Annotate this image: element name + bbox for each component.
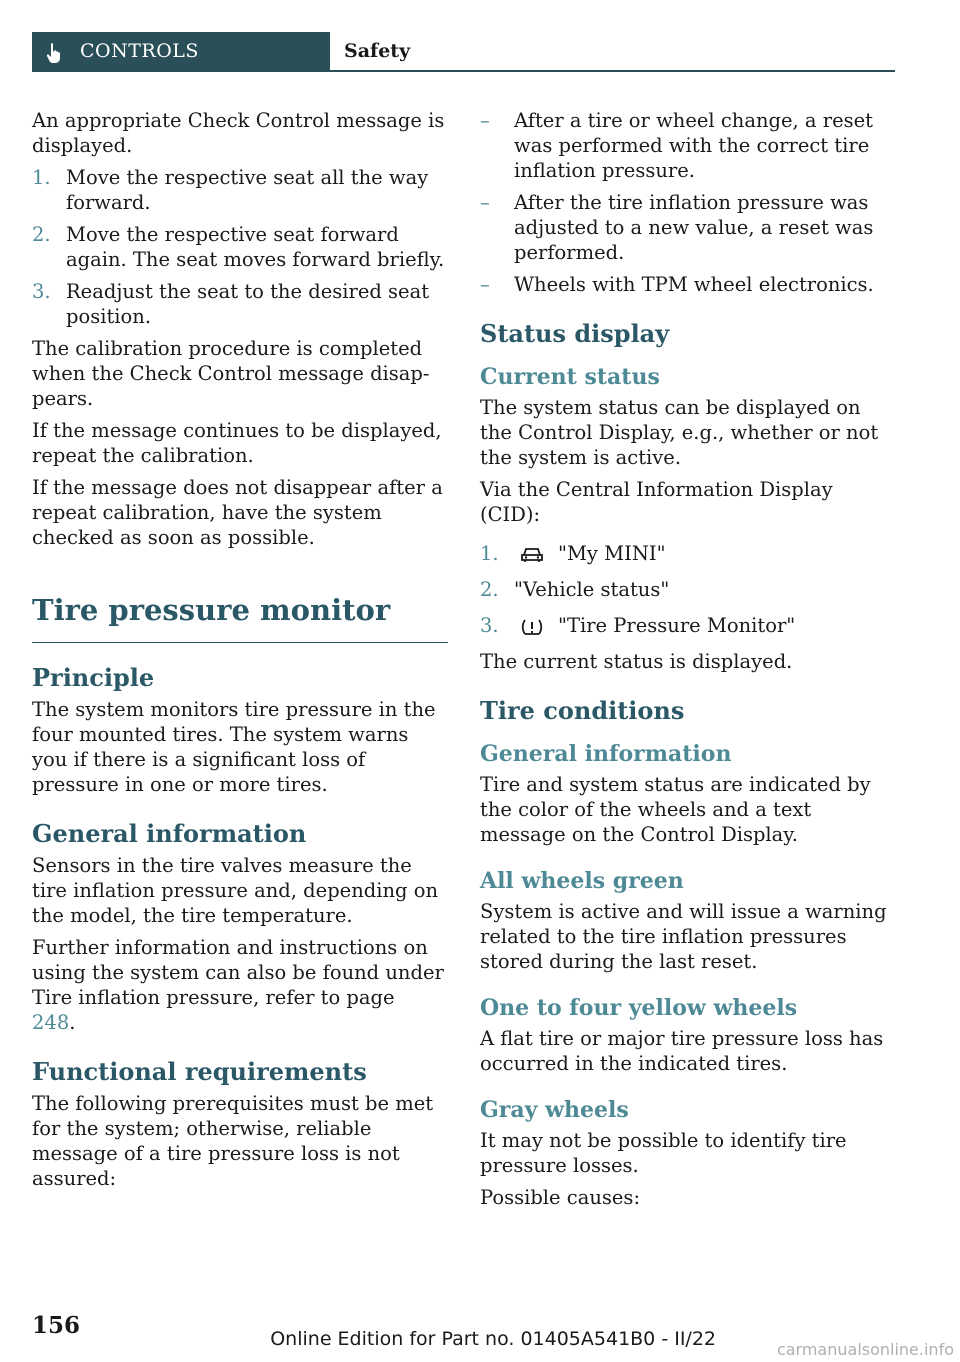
general-info-subtext: Tire and system status are indicated by the color of the wheels and a text message on the Control Display. [480,773,871,846]
dash-bullet: – [480,191,490,214]
principle-text: The system monitors tire pressure in the four mounted tires. The system warns you if there is a significant loss of pressure in one or more tires. [32,698,436,796]
bullet-text: After a tire or wheel change, a reset was performed with the correct tire inflation pressure. [514,109,873,182]
cid-intro-text: Via the Central Information Display (CID): [480,478,833,526]
chapter-tab [32,32,330,70]
list-item [480,577,896,603]
yellow-wheels-heading: One to four yellow wheels [480,995,798,1021]
general-info-heading: General information [32,819,307,848]
step-number: 3. [32,280,51,303]
calibration-steps [32,165,448,329]
list-item [32,279,448,329]
list-item [32,222,448,272]
status-displayed-text: The current status is displayed. [480,650,793,673]
requirements-list [480,108,896,297]
step-number: 1. [480,542,499,565]
step-text: Move the respective seat all the way forward. [66,166,429,214]
step-text: Readjust the seat to the desired seat position. [66,280,430,328]
functional-requirements-text: The following prerequisites must be met for the system; otherwise, reliable message of a tire pressure loss is not assured: [32,1092,434,1190]
tire-conditions-heading: Tire conditions [480,696,685,725]
further-info-body: Further information and instructions on using the system can also be found under Tire inflation pressure, refer to page [32,936,444,1009]
current-status-heading: Current status [480,364,660,390]
list-item [480,190,896,265]
period: . [69,1011,76,1034]
check-system-text: If the message does not disappear after a repeat calibration, have the system checked as soon as possible. [32,476,443,549]
step-number: 3. [480,614,499,637]
repeat-calibration-text: If the message continues to be displayed, repeat the calibration. [32,419,442,467]
watermark: carmanualsonline.info [776,1340,954,1359]
chapter-label: CONTROLS [80,40,199,62]
page-reference-link[interactable]: 248 [32,1011,70,1034]
list-item [480,613,896,639]
all-wheels-green-text: System is active and will issue a warning related to the tire inflation pressures stored during the last reset. [480,900,887,973]
hand-pointer-icon [44,42,66,64]
cid-step-text: "Vehicle status" [514,578,670,601]
dash-bullet: – [480,109,490,132]
further-info-text [32,935,448,1035]
tire-pressure-warning-icon [520,617,544,637]
cid-steps [480,541,896,639]
car-icon [520,546,544,564]
step-text: Move the respective seat forward again. The seat moves forward briefly. [66,223,445,271]
step-number: 2. [480,578,499,601]
section-label: Safety [344,40,411,62]
possible-causes-text: Possible causes: [480,1186,641,1209]
gray-wheels-heading: Gray wheels [480,1097,629,1123]
list-item [480,108,896,183]
general-info-subheading: General information [480,741,732,767]
gray-wheels-text: It may not be possible to identify tire pressure losses. [480,1129,847,1177]
current-status-text: The system status can be displayed on the Control Display, e.g., whether or not the system is active. [480,396,879,469]
edition-info: Online Edition for Part no. 01405A541B0 - II/22 [270,1328,716,1350]
right-column [480,108,896,1217]
page-number: 156 [32,1312,81,1339]
intro-text: An appropriate Check Control message is displayed. [32,109,445,157]
list-item [480,541,896,567]
all-wheels-green-heading: All wheels green [480,868,684,894]
functional-requirements-heading: Functional requirements [32,1057,367,1086]
calibration-complete-text: The calibration procedure is completed when the Check Control message disappears. [32,337,430,410]
cid-step-text: "My MINI" [558,542,666,565]
step-number: 1. [32,166,51,189]
dash-bullet: – [480,273,490,296]
yellow-wheels-text: A flat tire or major tire pressure loss has occurred in the indicated tires. [480,1027,884,1075]
list-item [32,165,448,215]
cid-step-text: "Tire Pressure Monitor" [558,614,796,637]
status-display-heading: Status display [480,319,670,348]
section-title: Tire pressure monitor [32,592,448,643]
list-item [480,272,896,297]
left-column [32,108,448,1198]
general-info-text: Sensors in the tire valves measure the tire inflation pressure and, depending on the model, the tire temperature. [32,854,439,927]
bullet-text: Wheels with TPM wheel electronics. [514,273,874,296]
step-number: 2. [32,223,51,246]
principle-heading: Principle [32,663,155,692]
bullet-text: After the tire inflation pressure was adjusted to a new value, a reset was performed. [514,191,874,264]
page-header [32,32,895,72]
